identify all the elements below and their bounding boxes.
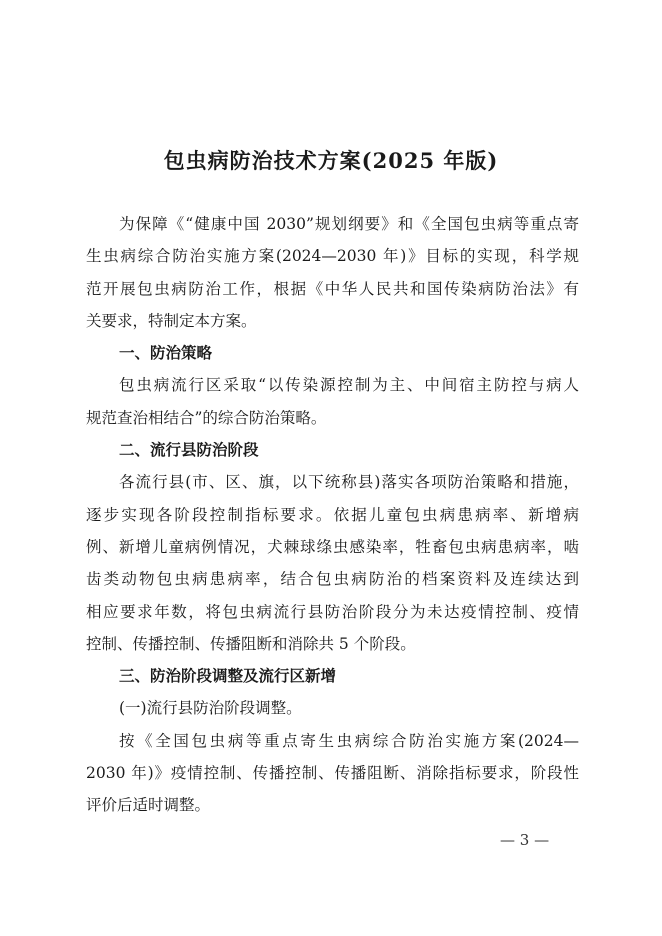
section-heading-strategy: 一、防治策略 — [119, 344, 213, 363]
paragraph-stages-line-2: 逐步实现各阶段控制指标要求。依据儿童包虫病患病率、新增病 — [86, 505, 579, 524]
paragraph-stages-line-4: 齿类动物包虫病患病率，结合包虫病防治的档案资料及连续达到 — [86, 570, 579, 589]
paragraph-adjustment-line-3: 评价后适时调整。 — [86, 796, 211, 815]
paragraph-strategy-line-2: 规范查治相结合”的综合防治策略。 — [86, 408, 327, 427]
paragraph-adjustment-line-2: 2030 年)》疫情控制、传播控制、传播阻断、消除指标要求，阶段性 — [86, 764, 579, 783]
paragraph-stages-line-5: 相应要求年数，将包虫病流行县防治阶段分为未达疫情控制、疫情 — [86, 602, 579, 621]
page-number: — 3 — — [500, 831, 550, 849]
document-title: 包虫病防治技术方案(2025 年版) — [163, 148, 499, 173]
document-body — [86, 208, 579, 822]
subsection-heading-county-adjustment: (一)流行县防治阶段调整。 — [119, 699, 302, 718]
paragraph-intro-line-1: 为保障《“健康中国 2030”规划纲要》和《全国包虫病等重点寄 — [119, 215, 579, 233]
section-heading-adjustment: 三、防治阶段调整及流行区新增 — [119, 667, 337, 686]
paragraph-intro-line-3: 范开展包虫病防治工作，根据《中华人民共和国传染病防治法》有 — [86, 279, 579, 298]
paragraph-intro-line-2: 生虫病综合防治实施方案(2024—2030 年)》目标的实现，科学规 — [86, 247, 579, 266]
paragraph-intro-line-4: 关要求，特制定本方案。 — [86, 311, 257, 330]
paragraph-adjustment-line-1: 按《全国包虫病等重点寄生虫病综合防治实施方案(2024— — [119, 731, 579, 750]
paragraph-stages-line-6: 控制、传播控制、传播阻断和消除共 5 个阶段。 — [86, 634, 416, 653]
paragraph-stages-line-1: 各流行县(市、区、旗，以下统称县)落实各项防治策略和措施， — [119, 473, 579, 492]
paragraph-strategy-line-1: 包虫病流行区采取“以传染源控制为主、中间宿主防控与病人 — [119, 376, 579, 395]
paragraph-stages-line-3: 例、新增儿童病例情况，犬棘球绦虫感染率，牲畜包虫病患病率，啮 — [86, 537, 579, 556]
section-heading-stages: 二、流行县防治阶段 — [119, 441, 259, 460]
